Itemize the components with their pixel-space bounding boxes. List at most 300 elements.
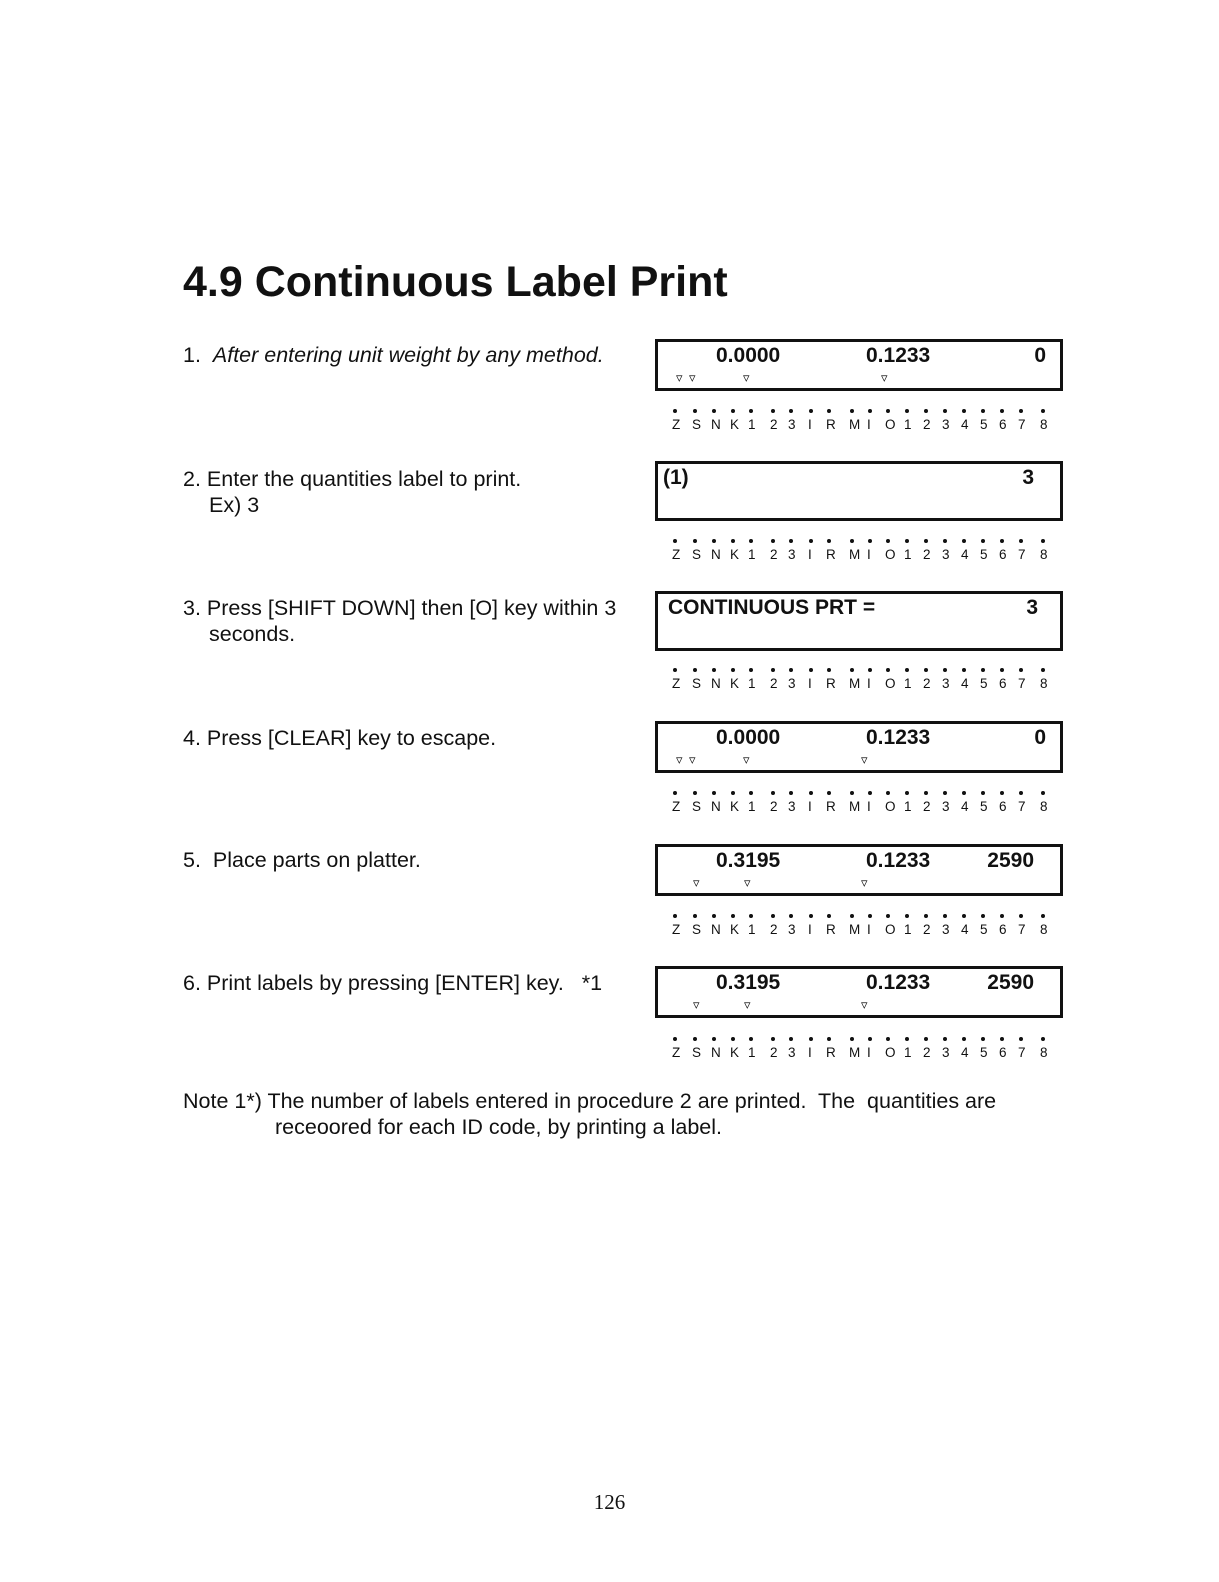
annunciator-label: 7 — [1018, 417, 1026, 432]
annunciator-label: K — [730, 1045, 740, 1060]
annunciator-label: K — [730, 676, 740, 691]
annunciator-dot — [962, 1037, 966, 1041]
footnote-line: receoored for each ID code, by printing a label. — [275, 1115, 722, 1139]
lcd-display-1 — [655, 339, 1063, 391]
annunciator-label: 4 — [961, 417, 969, 432]
annunciator-dot — [749, 914, 753, 918]
annunciator-label: 5 — [980, 799, 988, 814]
annunciator-label: 2 — [770, 547, 778, 562]
annunciator-label: 6 — [999, 922, 1007, 937]
annunciator-dot — [789, 409, 793, 413]
annunciator-label: S — [692, 922, 702, 937]
annunciator-dot — [712, 914, 716, 918]
annunciator-dot — [673, 409, 677, 413]
annunciator-label: 8 — [1040, 1045, 1048, 1060]
annunciator-dot — [1041, 539, 1045, 543]
step-2 — [183, 466, 653, 518]
annunciator-dot — [1000, 539, 1004, 543]
annunciator-label: O — [885, 417, 896, 432]
annunciator-dot — [886, 914, 890, 918]
annunciator-dot — [693, 668, 697, 672]
annunciator-dot — [905, 1037, 909, 1041]
annunciator-dot — [868, 539, 872, 543]
annunciator-label: 3 — [942, 1045, 950, 1060]
annunciator-dot — [868, 1037, 872, 1041]
annunciator-dot — [924, 914, 928, 918]
annunciator-label: M — [849, 676, 861, 691]
annunciator-dot — [731, 409, 735, 413]
annunciator-label: Z — [672, 922, 681, 937]
annunciator-dot — [789, 539, 793, 543]
annunciator-dot — [981, 409, 985, 413]
annunciator-row — [663, 910, 1053, 950]
step-3 — [183, 595, 653, 647]
annunciator-dot — [962, 668, 966, 672]
annunciator-dot — [731, 668, 735, 672]
step-text: Press [CLEAR] key to escape. — [206, 726, 497, 750]
annunciator-label: R — [826, 676, 836, 691]
annunciator-label: S — [692, 417, 702, 432]
annunciator-label: 1 — [904, 799, 912, 814]
annunciator-label: O — [885, 1045, 896, 1060]
annunciator-label: Z — [672, 1045, 681, 1060]
annunciator-dot — [1000, 1037, 1004, 1041]
annunciator-dot — [771, 539, 775, 543]
annunciator-label: 7 — [1018, 799, 1026, 814]
annunciator-dot — [962, 539, 966, 543]
annunciator-dot — [809, 668, 813, 672]
annunciator-dot — [850, 791, 854, 795]
annunciator-dot — [809, 914, 813, 918]
annunciator-label: Z — [672, 799, 681, 814]
annunciator-dot — [809, 539, 813, 543]
annunciator-label: 1 — [748, 1045, 756, 1060]
annunciator-dot — [905, 914, 909, 918]
marker-icon: ▿ — [744, 997, 751, 1012]
annunciator-dot — [827, 791, 831, 795]
annunciator-dot — [981, 791, 985, 795]
annunciator-label: 3 — [942, 922, 950, 937]
annunciator-label: M — [849, 799, 861, 814]
annunciator-dot — [809, 409, 813, 413]
step-subtext: Ex) 3 — [209, 493, 260, 517]
annunciator-dot — [693, 409, 697, 413]
lcd-weight: 0.0000 — [716, 726, 781, 749]
annunciator-dot — [673, 914, 677, 918]
annunciator-dot — [905, 668, 909, 672]
page-number: 126 — [593, 1490, 626, 1514]
annunciator-dot — [693, 1037, 697, 1041]
lcd-count: 3 — [1022, 466, 1034, 489]
annunciator-dot — [850, 914, 854, 918]
annunciator-dot — [943, 409, 947, 413]
annunciator-label: 3 — [788, 417, 796, 432]
annunciator-dot — [962, 914, 966, 918]
annunciator-label: 2 — [923, 1045, 931, 1060]
annunciator-dot — [827, 914, 831, 918]
annunciator-label: 8 — [1040, 547, 1048, 562]
annunciator-dot — [771, 1037, 775, 1041]
annunciator-label: 1 — [748, 417, 756, 432]
marker-icon: ▿ — [881, 370, 888, 385]
marker-icon: ▿ — [743, 370, 750, 385]
annunciator-dot — [886, 409, 890, 413]
step-text: Print labels by pressing [ENTER] key. *1 — [206, 971, 603, 995]
annunciator-label: 6 — [999, 1045, 1007, 1060]
step-text: Enter the quantities label to print. — [206, 467, 522, 491]
annunciator-label: 7 — [1018, 922, 1026, 937]
annunciator-dot — [1019, 668, 1023, 672]
step-number: 2. — [183, 467, 201, 491]
annunciator-dot — [1041, 1037, 1045, 1041]
annunciator-label: 3 — [942, 676, 950, 691]
annunciator-label: 3 — [788, 1045, 796, 1060]
footnote-line: Note 1*) The number of labels entered in procedure 2 are printed. The quantities are — [183, 1089, 997, 1113]
annunciator-dot — [981, 914, 985, 918]
step-1 — [183, 342, 653, 368]
annunciator-label: 3 — [942, 799, 950, 814]
annunciator-row — [663, 535, 1053, 575]
annunciator-label: N — [711, 417, 721, 432]
annunciator-label: 6 — [999, 417, 1007, 432]
step-5 — [183, 847, 653, 873]
annunciator-label: O — [885, 676, 896, 691]
annunciator-label: 2 — [770, 922, 778, 937]
annunciator-label: M — [849, 1045, 861, 1060]
annunciator-row — [663, 664, 1053, 704]
annunciator-label: 6 — [999, 799, 1007, 814]
annunciator-label: 4 — [961, 922, 969, 937]
lcd-weight: 0.0000 — [716, 344, 781, 367]
annunciator-label: R — [826, 417, 836, 432]
annunciator-dot — [712, 1037, 716, 1041]
annunciator-label: R — [826, 922, 836, 937]
step-text: Place parts on platter. — [212, 848, 421, 872]
annunciator-dot — [827, 409, 831, 413]
annunciator-label: K — [730, 417, 740, 432]
annunciator-dot — [905, 791, 909, 795]
annunciator-label: I — [808, 799, 812, 814]
annunciator-label: 5 — [980, 547, 988, 562]
annunciator-dot — [924, 409, 928, 413]
annunciator-label: 3 — [788, 799, 796, 814]
annunciator-dot — [673, 791, 677, 795]
annunciator-label: Z — [672, 417, 681, 432]
annunciator-label: 2 — [770, 676, 778, 691]
lcd-count: 2590 — [987, 971, 1034, 994]
lcd-display-6 — [655, 966, 1063, 1018]
lcd-count: 3 — [1026, 596, 1038, 619]
annunciator-label: K — [730, 799, 740, 814]
annunciator-label: I — [808, 676, 812, 691]
annunciator-label: 7 — [1018, 676, 1026, 691]
annunciator-dot — [905, 539, 909, 543]
marker-icon: ▿ — [689, 752, 696, 767]
annunciator-label: 8 — [1040, 799, 1048, 814]
annunciator-label: I — [867, 922, 871, 937]
annunciator-label: I — [808, 1045, 812, 1060]
annunciator-dot — [868, 409, 872, 413]
annunciator-dot — [693, 791, 697, 795]
annunciator-label: O — [885, 799, 896, 814]
annunciator-dot — [981, 539, 985, 543]
annunciator-label: 6 — [999, 676, 1007, 691]
annunciator-label: K — [730, 922, 740, 937]
annunciator-dot — [749, 539, 753, 543]
annunciator-dot — [905, 409, 909, 413]
annunciator-label: 2 — [770, 799, 778, 814]
annunciator-label: 5 — [980, 922, 988, 937]
annunciator-dot — [850, 1037, 854, 1041]
annunciator-label: S — [692, 676, 702, 691]
lcd-display-5 — [655, 844, 1063, 896]
step-4 — [183, 725, 653, 751]
step-text: Press [SHIFT DOWN] then [O] key within 3 — [206, 596, 617, 620]
annunciator-dot — [1019, 409, 1023, 413]
marker-icon: ▿ — [861, 875, 868, 890]
annunciator-dot — [809, 791, 813, 795]
lcd-unit-weight: 0.1233 — [866, 344, 931, 367]
step-number: 4. — [183, 726, 201, 750]
annunciator-dot — [731, 914, 735, 918]
annunciator-dot — [1000, 791, 1004, 795]
lcd-unit-weight: 0.1233 — [866, 971, 931, 994]
annunciator-label: 4 — [961, 1045, 969, 1060]
annunciator-label: 8 — [1040, 922, 1048, 937]
annunciator-label: N — [711, 922, 721, 937]
annunciator-dot — [673, 1037, 677, 1041]
annunciator-dot — [673, 668, 677, 672]
annunciator-label: M — [849, 547, 861, 562]
annunciator-label: 1 — [748, 799, 756, 814]
annunciator-label: 3 — [788, 547, 796, 562]
step-6 — [183, 970, 663, 996]
annunciator-label: N — [711, 1045, 721, 1060]
annunciator-label: R — [826, 547, 836, 562]
annunciator-dot — [924, 539, 928, 543]
annunciator-dot — [789, 1037, 793, 1041]
annunciator-label: I — [808, 417, 812, 432]
annunciator-label: M — [849, 922, 861, 937]
lcd-weight: 0.3195 — [716, 971, 781, 994]
annunciator-label: I — [808, 922, 812, 937]
annunciator-dot — [886, 791, 890, 795]
annunciator-dot — [789, 914, 793, 918]
annunciator-dot — [943, 539, 947, 543]
annunciator-dot — [749, 668, 753, 672]
annunciator-label: 1 — [748, 922, 756, 937]
annunciator-label: Z — [672, 547, 681, 562]
annunciator-label: 5 — [980, 417, 988, 432]
lcd-count: 0 — [1034, 344, 1046, 367]
annunciator-label: 1 — [904, 922, 912, 937]
annunciator-dot — [789, 791, 793, 795]
annunciator-dot — [771, 914, 775, 918]
marker-icon: ▿ — [861, 752, 868, 767]
annunciator-dot — [962, 409, 966, 413]
annunciator-label: 2 — [923, 799, 931, 814]
annunciator-label: I — [867, 1045, 871, 1060]
lcd-count: 2590 — [987, 849, 1034, 872]
annunciator-label: 2 — [923, 547, 931, 562]
marker-icon: ▿ — [744, 875, 751, 890]
annunciator-label: 1 — [904, 417, 912, 432]
annunciator-label: K — [730, 547, 740, 562]
marker-icon: ▿ — [676, 370, 683, 385]
step-number: 5. — [183, 848, 201, 872]
annunciator-label: N — [711, 676, 721, 691]
annunciator-label: 3 — [942, 417, 950, 432]
lcd-label: CONTINUOUS PRT = — [668, 596, 876, 619]
annunciator-dot — [1000, 409, 1004, 413]
annunciator-label: S — [692, 547, 702, 562]
annunciator-dot — [749, 409, 753, 413]
annunciator-dot — [1019, 539, 1023, 543]
annunciator-dot — [981, 668, 985, 672]
annunciator-dot — [712, 409, 716, 413]
annunciator-label: I — [867, 676, 871, 691]
step-number: 1. — [183, 343, 201, 367]
annunciator-label: 6 — [999, 547, 1007, 562]
marker-icon: ▿ — [743, 752, 750, 767]
annunciator-label: N — [711, 547, 721, 562]
annunciator-label: N — [711, 799, 721, 814]
marker-icon: ▿ — [861, 997, 868, 1012]
annunciator-dot — [943, 791, 947, 795]
annunciator-label: I — [867, 547, 871, 562]
annunciator-dot — [1000, 668, 1004, 672]
annunciator-dot — [1019, 914, 1023, 918]
annunciator-row — [663, 1033, 1053, 1073]
annunciator-dot — [731, 791, 735, 795]
annunciator-label: 5 — [980, 676, 988, 691]
marker-icon: ▿ — [676, 752, 683, 767]
annunciator-label: I — [867, 799, 871, 814]
annunciator-label: O — [885, 922, 896, 937]
annunciator-dot — [749, 791, 753, 795]
annunciator-dot — [943, 914, 947, 918]
annunciator-label: 8 — [1040, 676, 1048, 691]
annunciator-label: 4 — [961, 799, 969, 814]
annunciator-label: 1 — [904, 676, 912, 691]
annunciator-dot — [1041, 791, 1045, 795]
annunciator-dot — [962, 791, 966, 795]
annunciator-dot — [886, 539, 890, 543]
annunciator-dot — [868, 668, 872, 672]
lcd-display-4 — [655, 721, 1063, 773]
annunciator-dot — [868, 791, 872, 795]
annunciator-label: M — [849, 417, 861, 432]
annunciator-dot — [850, 409, 854, 413]
annunciator-dot — [771, 668, 775, 672]
marker-icon: ▿ — [693, 997, 700, 1012]
annunciator-dot — [943, 668, 947, 672]
annunciator-label: R — [826, 799, 836, 814]
annunciator-dot — [850, 668, 854, 672]
annunciator-label: 2 — [923, 417, 931, 432]
annunciator-label: 7 — [1018, 1045, 1026, 1060]
annunciator-label: 1 — [904, 547, 912, 562]
lcd-display-3 — [655, 591, 1063, 651]
annunciator-label: 7 — [1018, 547, 1026, 562]
marker-icon: ▿ — [693, 875, 700, 890]
lcd-label: (1) — [663, 466, 689, 489]
annunciator-dot — [1041, 409, 1045, 413]
annunciator-label: Z — [672, 676, 681, 691]
annunciator-dot — [749, 1037, 753, 1041]
lcd-weight: 0.3195 — [716, 849, 781, 872]
annunciator-dot — [731, 1037, 735, 1041]
annunciator-row — [663, 787, 1053, 827]
annunciator-dot — [789, 668, 793, 672]
annunciator-label: 2 — [923, 676, 931, 691]
annunciator-label: 3 — [942, 547, 950, 562]
lcd-display-2 — [655, 461, 1063, 521]
annunciator-dot — [886, 1037, 890, 1041]
annunciator-label: 4 — [961, 676, 969, 691]
annunciator-dot — [827, 539, 831, 543]
annunciator-dot — [693, 914, 697, 918]
annunciator-label: 1 — [748, 547, 756, 562]
annunciator-dot — [1000, 914, 1004, 918]
step-text: After entering unit weight by any method. — [212, 343, 604, 367]
annunciator-dot — [712, 791, 716, 795]
annunciator-dot — [981, 1037, 985, 1041]
annunciator-dot — [1019, 791, 1023, 795]
annunciator-label: 8 — [1040, 417, 1048, 432]
marker-icon: ▿ — [689, 370, 696, 385]
annunciator-dot — [809, 1037, 813, 1041]
annunciator-label: 3 — [788, 676, 796, 691]
annunciator-dot — [1019, 1037, 1023, 1041]
annunciator-dot — [850, 539, 854, 543]
annunciator-label: 1 — [748, 676, 756, 691]
annunciator-dot — [771, 409, 775, 413]
annunciator-label: I — [808, 547, 812, 562]
annunciator-dot — [886, 668, 890, 672]
annunciator-label: S — [692, 799, 702, 814]
page-title: 4.9 Continuous Label Print — [183, 258, 728, 306]
lcd-unit-weight: 0.1233 — [866, 726, 931, 749]
annunciator-dot — [868, 914, 872, 918]
annunciator-label: S — [692, 1045, 702, 1060]
annunciator-label: I — [867, 417, 871, 432]
annunciator-label: 3 — [788, 922, 796, 937]
step-subtext: seconds. — [209, 622, 296, 646]
annunciator-dot — [924, 668, 928, 672]
annunciator-dot — [731, 539, 735, 543]
footnote — [183, 1088, 1063, 1140]
annunciator-dot — [1041, 668, 1045, 672]
annunciator-label: 5 — [980, 1045, 988, 1060]
annunciator-label: R — [826, 1045, 836, 1060]
annunciator-dot — [827, 1037, 831, 1041]
annunciator-row — [663, 405, 1053, 445]
annunciator-dot — [924, 791, 928, 795]
annunciator-dot — [712, 668, 716, 672]
lcd-count: 0 — [1034, 726, 1046, 749]
annunciator-label: 1 — [904, 1045, 912, 1060]
annunciator-label: 4 — [961, 547, 969, 562]
step-number: 3. — [183, 596, 201, 620]
step-number: 6. — [183, 971, 201, 995]
annunciator-dot — [827, 668, 831, 672]
annunciator-label: 2 — [770, 1045, 778, 1060]
annunciator-dot — [943, 1037, 947, 1041]
annunciator-dot — [673, 539, 677, 543]
annunciator-dot — [693, 539, 697, 543]
annunciator-dot — [771, 791, 775, 795]
